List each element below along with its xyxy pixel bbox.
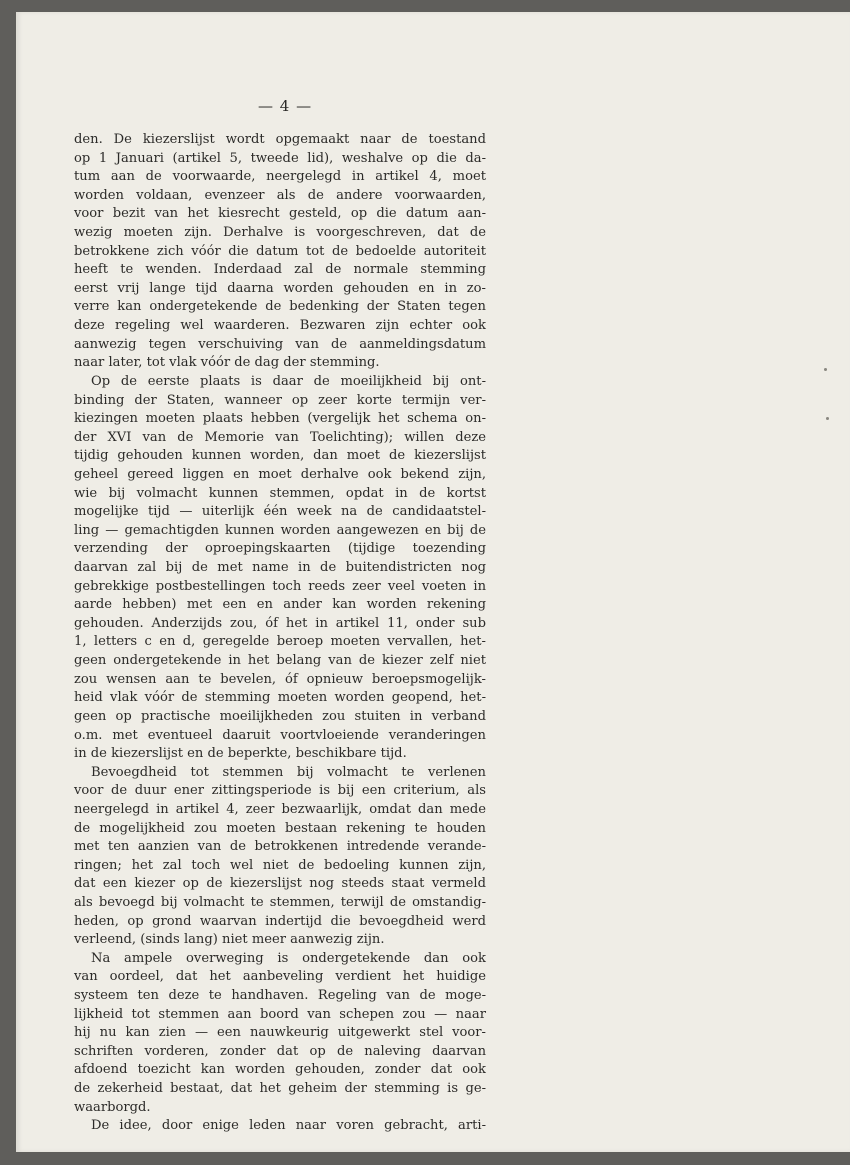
text-line: der XVI van de Memorie van Toelichting); willen deze [74, 429, 486, 445]
text-line: Na ampele overweging is ondergetekende dan ook [91, 950, 486, 966]
text-line: geen ondergetekende in het belang van de kiezer zelf niet [74, 653, 486, 669]
text-line: tijdig gehouden kunnen worden, dan moet de kiezerslijst [74, 448, 486, 464]
text-line: deze regeling wel waarderen. Bezwaren zijn echter ook [74, 318, 486, 334]
text-line: als bevoegd bij volmacht te stemmen, terwijl de omstandig- [74, 894, 486, 910]
text-line: gehouden. Anderzijds zou, óf het in artikel 11, onder sub [74, 615, 486, 631]
text-line: mogelijke tijd — uiterlijk één week na de candidaatstel- [74, 504, 486, 520]
text-line: neergelegd in artikel 4, zeer bezwaarlijk, omdat dan mede [74, 801, 486, 817]
text-line: hij nu kan zien — een nauwkeurig uitgewerkt stel voor- [74, 1025, 486, 1041]
text-line: systeem ten deze te handhaven. Regeling van de moge- [74, 988, 486, 1004]
text-line: heeft te wenden. Inderdaad zal de normale stemming [74, 262, 486, 278]
text-line: schriften vorderen, zonder dat op de naleving daarvan [74, 1043, 486, 1059]
text-line: dat een kiezer op de kiezerslijst nog steeds staat vermeld [74, 876, 486, 892]
text-line: o.m. met eventueel daaruit voortvloeiende veranderingen [74, 727, 486, 743]
text-line: Op de eerste plaats is daar de moeilijkheid bij ont- [91, 373, 486, 389]
text-line: aarde hebben) met een en ander kan worden rekening [74, 597, 486, 613]
text-line: kiezingen moeten plaats hebben (vergelijk het schema on- [74, 411, 486, 427]
text-line: voor bezit van het kiesrecht gesteld, op die datum aan- [74, 206, 486, 222]
text-line: gebrekkige postbestellingen toch reeds zeer veel voeten in [74, 578, 486, 594]
text-line: de zekerheid bestaat, dat het geheim der stemming is ge- [74, 1081, 486, 1097]
text-line: afdoend toezicht kan worden gehouden, zonder dat ook [74, 1062, 486, 1078]
page-number: — 4 — [258, 97, 313, 115]
text-line: verleend, (sinds lang) niet meer aanwezig zijn. [74, 932, 385, 948]
text-line: ling — gemachtigden kunnen worden aangewezen en bij de [74, 522, 486, 538]
text-line: den. De kiezerslijst wordt opgemaakt naar de toestand [74, 132, 486, 147]
text-line: in de kiezerslijst en de beperkte, beschikbare tijd. [74, 746, 407, 762]
text-line: geen op practische moeilijkheden zou stuiten in verband [74, 708, 486, 724]
text-line: daarvan zal bij de met name in de buitendistricten nog [74, 560, 486, 576]
text-line: aanwezig tegen verschuiving van de aanmeldingsdatum [74, 336, 486, 352]
text-line: Bevoegdheid tot stemmen bij volmacht te verlenen [91, 764, 486, 780]
text-line: verzending der oproepingskaarten (tijdige toezending [74, 541, 486, 557]
text-line: heid vlak vóór de stemming moeten worden geopend, het- [74, 690, 486, 706]
text-line: van oordeel, dat het aanbeveling verdient het huidige [74, 969, 486, 985]
text-line: zou wensen aan te bevelen, óf opnieuw beroepsmogelijk- [74, 671, 486, 687]
text-line: met ten aanzien van de betrokkenen intredende verande- [74, 839, 486, 855]
text-line: tum aan de voorwaarde, neergelegd in artikel 4, moet [74, 169, 486, 185]
text-line: ringen; het zal toch wel niet de bedoeling kunnen zijn, [74, 857, 486, 873]
text-line: De idee, door enige leden naar voren gebracht, arti- [91, 1118, 486, 1134]
text-line: naar later, tot vlak vóór de dag der stemming. [74, 355, 380, 371]
text-line: 1, letters c en d, geregelde beroep moeten vervallen, het- [74, 634, 486, 650]
text-line: heden, op grond waarvan indertijd die bevoegdheid werd [74, 913, 486, 929]
text-line: wezig moeten zijn. Derhalve is voorgeschreven, dat de [74, 225, 486, 241]
document-page [16, 12, 850, 1152]
text-line: de mogelijkheid zou moeten bestaan rekening te houden [74, 820, 486, 836]
text-line: op 1 Januari (artikel 5, tweede lid), weshalve op die da- [74, 150, 486, 166]
text-line: wie bij volmacht kunnen stemmen, opdat in de kortst [74, 485, 486, 501]
text-line: verre kan ondergetekende de bedenking der Staten tegen [74, 299, 486, 315]
text-line: voor de duur ener zittingsperiode is bij een criterium, als [74, 783, 486, 799]
text-line: lijkheid tot stemmen aan boord van schepen zou — naar [74, 1006, 486, 1022]
paper-speck [826, 417, 829, 420]
paper-speck [824, 368, 827, 371]
text-line: worden voldaan, evenzeer als de andere voorwaarden, [74, 187, 486, 203]
body-text [74, 131, 486, 1136]
text-line: betrokkene zich vóór die datum tot de bedoelde autoriteit [74, 243, 486, 259]
text-line: binding der Staten, wanneer op zeer korte termijn ver- [74, 392, 486, 408]
text-line: waarborgd. [74, 1099, 151, 1115]
text-line: geheel gereed liggen en moet derhalve ook bekend zijn, [74, 466, 486, 482]
text-line: eerst vrij lange tijd daarna worden gehouden en in zo- [74, 280, 486, 296]
